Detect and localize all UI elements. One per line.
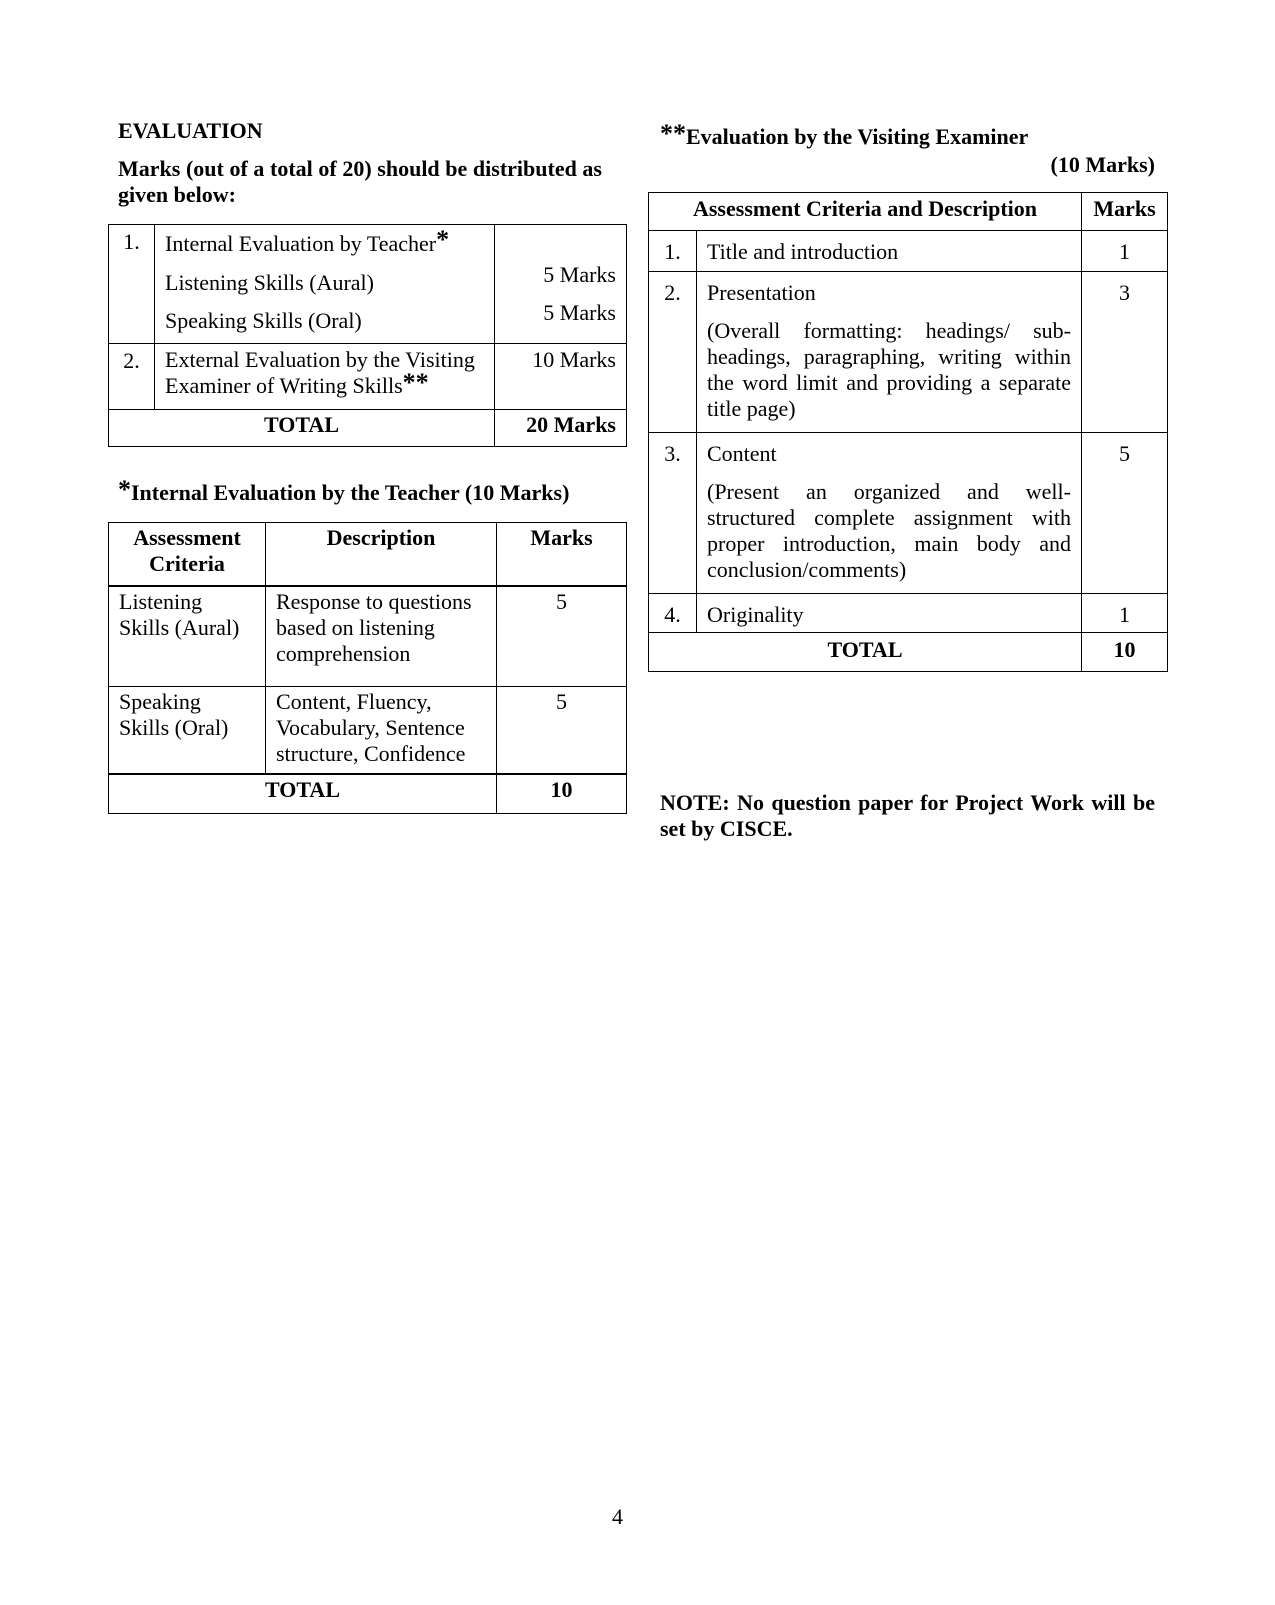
row-number: 2.: [109, 344, 155, 410]
visiting-examiner-marks: (10 Marks): [1050, 152, 1155, 177]
total-label: TOTAL: [649, 633, 1082, 672]
row-number: 1.: [109, 225, 155, 344]
row-number: 3.: [649, 433, 697, 594]
criteria-title: Title and introduction: [697, 231, 1082, 272]
listening-skills-marks: 5 Marks: [543, 262, 616, 287]
row-number: 2.: [649, 272, 697, 433]
distribution-intro: Marks (out of a total of 20) should be distributed as given below:: [118, 156, 602, 207]
speaking-skills-marks: 5 Marks: [543, 300, 616, 325]
marks-cell: 3: [1082, 272, 1168, 433]
total-row: [649, 633, 1168, 672]
marks-cell: 5: [497, 687, 627, 775]
total-label: TOTAL: [109, 410, 495, 447]
visiting-examiner-table: [648, 192, 1168, 672]
marks-header: Marks: [497, 523, 627, 587]
evaluation-heading: EVALUATION: [118, 118, 263, 143]
table-row: [109, 687, 627, 775]
internal-evaluation-heading: *Internal Evaluation by the Teacher (10 Marks): [118, 475, 570, 505]
total-row: [109, 410, 627, 447]
marks-header: Marks: [1082, 193, 1168, 231]
total-label: TOTAL: [109, 774, 497, 814]
marks-cell: 5: [497, 586, 627, 687]
marks-cell: 1: [1082, 231, 1168, 272]
marks-cell: 5: [1082, 433, 1168, 594]
total-marks: 20 Marks: [495, 410, 627, 447]
table-row: [109, 586, 627, 687]
total-marks: 10: [497, 774, 627, 814]
criteria-title: Originality: [697, 594, 1082, 633]
description-cell: Response to questions based on listening comprehension: [266, 586, 497, 687]
external-evaluation-label: External Evaluation by the Visiting Examiner of Writing Skills: [165, 347, 475, 398]
table-row: [109, 344, 627, 410]
table-header: [109, 523, 627, 587]
criteria-description: (Present an organized and well-structured complete assignment with proper introduction, main body and conclusion/comments): [707, 479, 1071, 582]
double-asterisk-mark: **: [660, 119, 686, 148]
row-number: 1.: [649, 231, 697, 272]
total-row: [109, 774, 627, 814]
description-cell: Content, Fluency, Vocabulary, Sentence structure, Confidence: [266, 687, 497, 775]
asterisk-mark: *: [436, 225, 450, 254]
criteria-title: Presentation: [707, 280, 816, 305]
criteria-header: Assessment Criteria and Description: [649, 193, 1082, 231]
criteria-cell: Speaking Skills (Oral): [109, 687, 266, 775]
speaking-skills-label: Speaking Skills (Oral): [165, 308, 362, 333]
visiting-examiner-heading: **Evaluation by the Visiting Examiner: [660, 119, 1029, 149]
criteria-description: (Overall formatting: headings/ sub-headings, paragraphing, writing within the word limit and providing a separate title page): [707, 318, 1071, 421]
table-row: [649, 231, 1168, 272]
table-row: [649, 433, 1168, 594]
marks-cell: 1: [1082, 594, 1168, 633]
table-row: [109, 225, 627, 344]
row-number: 4.: [649, 594, 697, 633]
marks-distribution-table: [108, 224, 627, 447]
note-text: NOTE: No question paper for Project Work will be set by CISCE.: [660, 790, 1155, 841]
table-row: [649, 272, 1168, 433]
table-header: [649, 193, 1168, 231]
internal-evaluation-label: Internal Evaluation by Teacher: [165, 231, 437, 256]
criteria-title: Content: [707, 441, 777, 466]
table-row: [649, 594, 1168, 633]
total-marks: 10: [1082, 633, 1168, 672]
internal-evaluation-table: [108, 522, 627, 814]
criteria-cell: Listening Skills (Aural): [109, 586, 266, 687]
description-header: Description: [266, 523, 497, 587]
external-evaluation-marks: 10 Marks: [495, 344, 627, 410]
listening-skills-label: Listening Skills (Aural): [165, 270, 374, 295]
criteria-header: Assessment Criteria: [109, 523, 266, 587]
double-asterisk-mark: **: [402, 368, 429, 397]
asterisk-mark: *: [118, 475, 131, 504]
page-number: 4: [612, 1504, 623, 1529]
